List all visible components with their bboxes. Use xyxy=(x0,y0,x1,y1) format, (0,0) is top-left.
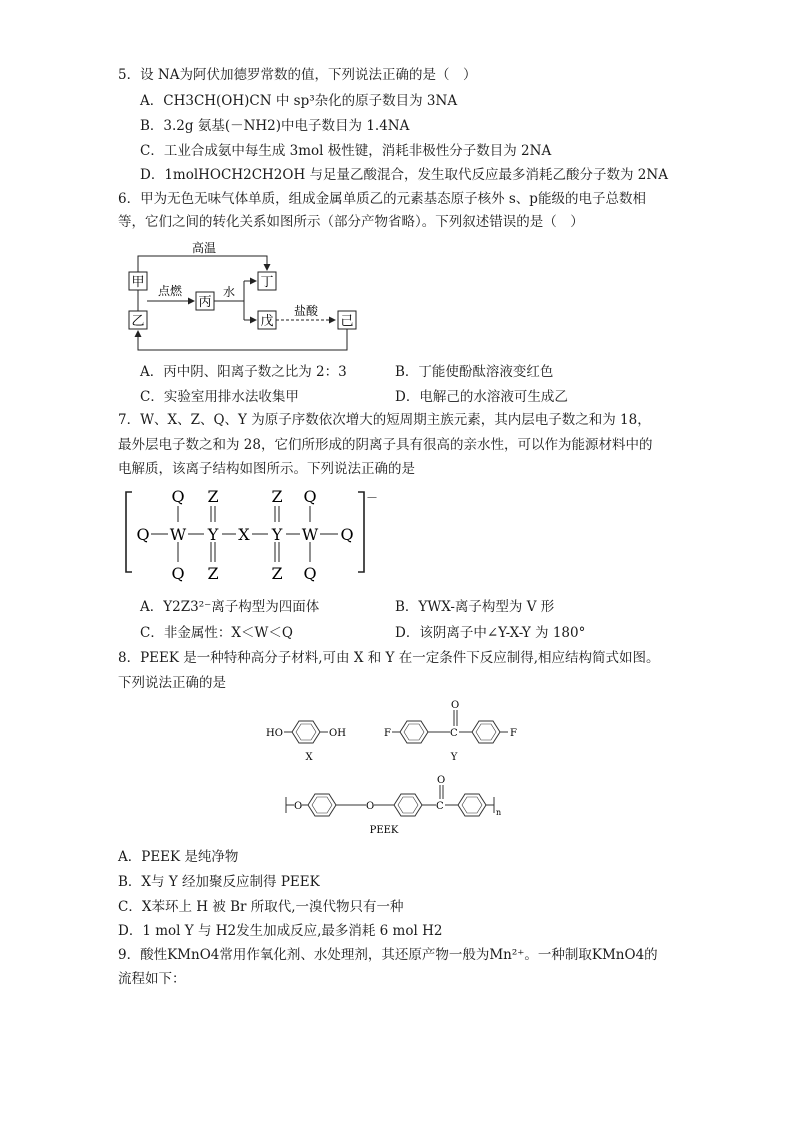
q8-option-c: C．X苯环上 H 被 Br 所取代,一溴代物只有一种 xyxy=(118,899,404,915)
fig-f-right: F xyxy=(510,728,517,739)
atom-q-bottom-right: Q xyxy=(303,564,317,583)
q6-conversion-diagram xyxy=(118,238,368,356)
fig-o2: O xyxy=(366,801,375,812)
q8-option-d: D．1 mol Y 与 H2发生加成反应,最多消耗 6 mol H2 xyxy=(118,923,443,939)
q8-option-b: B．X与 Y 经加聚反应制得 PEEK xyxy=(118,874,320,890)
q6-stem-line1: 6．甲为无色无味气体单质，组成金属单质乙的元素基态原子核外 s、p能级的电子总数相 xyxy=(118,191,646,207)
q7-option-a: A．Y2Z3²⁻离子构型为四面体 xyxy=(140,599,320,615)
atom-q-bottom-left: Q xyxy=(171,564,185,583)
fig-c: C xyxy=(450,728,458,739)
diagram-label-yansuan: 盐酸 xyxy=(293,304,319,318)
atom-q-top-right: Q xyxy=(303,487,317,506)
fig-label-peek: PEEK xyxy=(369,825,399,836)
q7-anion-structure xyxy=(118,484,378,588)
fig-o1: O xyxy=(294,801,303,812)
atom-w-left: W xyxy=(169,525,187,544)
fig-o3: O xyxy=(437,775,446,786)
fig-f-left: F xyxy=(384,728,391,739)
q8-option-a: A．PEEK 是纯净物 xyxy=(118,849,239,865)
atom-z-top-left: Z xyxy=(207,487,219,506)
q5-option-a: A．CH3CH(OH)CN 中 sp³杂化的原子数目为 3NA xyxy=(140,93,458,109)
diagram-box-jia: 甲 xyxy=(131,275,145,290)
q7-stem-line3: 电解质，该离子结构如图所示。下列说法正确的是 xyxy=(118,461,415,477)
anion-charge: － xyxy=(366,491,378,505)
atom-z-top-right: Z xyxy=(271,487,283,506)
diagram-box-bing: 丙 xyxy=(198,295,212,310)
fig-ho: HO xyxy=(266,728,283,739)
fig-label-x: X xyxy=(305,752,313,763)
diagram-box-ding: 丁 xyxy=(260,275,274,290)
atom-x: X xyxy=(238,525,250,544)
q7-stem-line1: 7．W、X、Z、Q、Y 为原子序数依次增大的短周期主族元素，其内层电子数之和为 18， xyxy=(118,412,651,428)
q8-structure-figure xyxy=(262,697,532,839)
atom-z-bottom-right: Z xyxy=(271,564,283,583)
q6-option-b: B．丁能使酚酞溶液变红色 xyxy=(395,364,554,380)
atom-q-left: Q xyxy=(136,525,150,544)
q6-option-d: D．电解己的水溶液可生成乙 xyxy=(395,389,568,405)
diagram-box-ji: 己 xyxy=(340,314,354,329)
q7-option-c: C．非金属性：X＜W＜Q xyxy=(140,625,293,641)
q6-option-a: A．丙中阴、阳离子数之比为 2：3 xyxy=(140,364,347,380)
q6-stem-line2: 等，它们之间的转化关系如图所示（部分产物省略）。下列叙述错误的是（ ） xyxy=(118,214,584,230)
fig-oh: OH xyxy=(329,728,346,739)
q8-stem-line1: 8．PEEK 是一种特种高分子材料,可由 X 和 Y 在一定条件下反应制得,相应结构简式如图。 xyxy=(118,650,660,666)
fig-n: n xyxy=(496,808,502,817)
diagram-label-shui: 水 xyxy=(222,285,236,299)
diagram-box-yi: 乙 xyxy=(131,314,145,329)
q7-option-d: D．该阴离子中∠Y-X-Y 为 180° xyxy=(395,625,586,641)
q5-option-c: C．工业合成氨中每生成 3mol 极性键，消耗非极性分子数目为 2NA xyxy=(140,143,552,159)
q6-option-c: C．实验室用排水法收集甲 xyxy=(140,389,299,405)
atom-w-right: W xyxy=(301,525,319,544)
atom-y-left: Y xyxy=(207,525,219,544)
q9-stem-line1: 9．酸性KMnO4常用作氧化剂、水处理剂，其还原产物一般为Mn²⁺。一种制取KMnO4的 xyxy=(118,947,658,963)
atom-z-bottom-left: Z xyxy=(207,564,219,583)
diagram-box-wu: 戊 xyxy=(260,314,274,329)
q5-option-d: D．1molHOCH2CH2OH 与足量乙酸混合，发生取代反应最多消耗乙酸分子数为 2NA xyxy=(140,167,668,183)
q5-stem: 5．设 NA为阿伏加德罗常数的值，下列说法正确的是（ ） xyxy=(118,67,477,83)
fig-label-y: Y xyxy=(450,752,458,763)
q7-stem-line2: 最外层电子数之和为 28，它们所形成的阴离子具有很高的亲水性，可以作为能源材料中的 xyxy=(118,437,653,453)
diagram-label-dianran: 点燃 xyxy=(157,284,183,298)
q8-stem-line2: 下列说法正确的是 xyxy=(118,675,226,691)
q5-option-b: B．3.2g 氨基(－NH2)中电子数目为 1.4NA xyxy=(140,118,410,134)
q9-stem-line2: 流程如下： xyxy=(118,971,186,987)
diagram-label-gaowen: 高温 xyxy=(191,241,217,255)
fig-c2: C xyxy=(436,801,444,812)
atom-q-top-left: Q xyxy=(171,487,185,506)
q7-option-b: B．YWX-离子构型为 V 形 xyxy=(395,599,555,615)
fig-o-top: O xyxy=(451,700,460,711)
atom-q-right: Q xyxy=(340,525,354,544)
atom-y-right: Y xyxy=(271,525,283,544)
